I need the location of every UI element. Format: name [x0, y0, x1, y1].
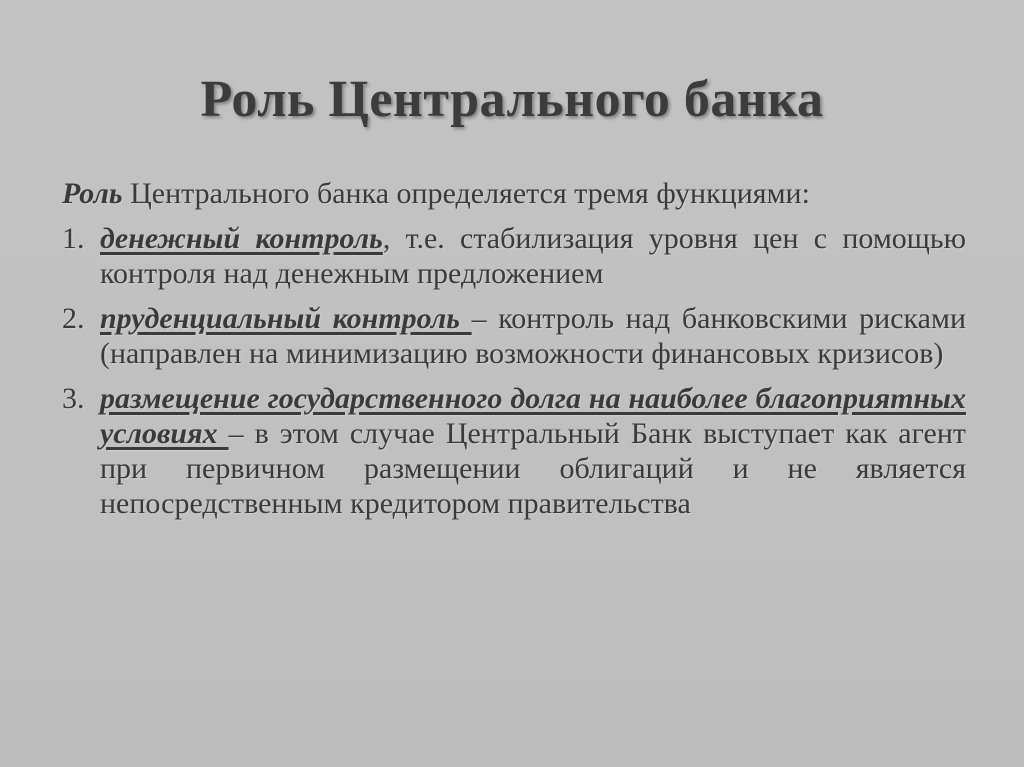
item-term: пруденциальный контроль [100, 302, 472, 335]
item-number: 1. [62, 222, 85, 255]
slide-body [62, 176, 966, 531]
item-text: , т.е. стабилизация уровня цен с помощью контроля над денежным предложением [100, 222, 966, 290]
intro-lead: Роль [62, 177, 123, 210]
slide-title: Роль Центрального банка [200, 71, 824, 128]
item-text: – в этом случае Центральный Банк выступает как агент при первичном размещении облигаций и не является непосредственным кредитором правительства [100, 417, 966, 520]
item-term: размещение государственного долга на наиболее благоприятных условиях [100, 382, 966, 450]
item-number: 2. [62, 302, 85, 335]
list-item-2 [62, 301, 966, 371]
list-item-1 [62, 221, 966, 291]
item-number: 3. [62, 382, 85, 415]
list-item-3 [62, 381, 966, 521]
intro-text: Центрального банка определяется тремя функциями: [122, 177, 810, 210]
item-text: – контроль над банковскими рисками (направлен на минимизацию возможности финансовых кризисов) [100, 302, 966, 370]
item-term: денежный контроль [100, 222, 383, 255]
intro-paragraph [62, 176, 966, 211]
